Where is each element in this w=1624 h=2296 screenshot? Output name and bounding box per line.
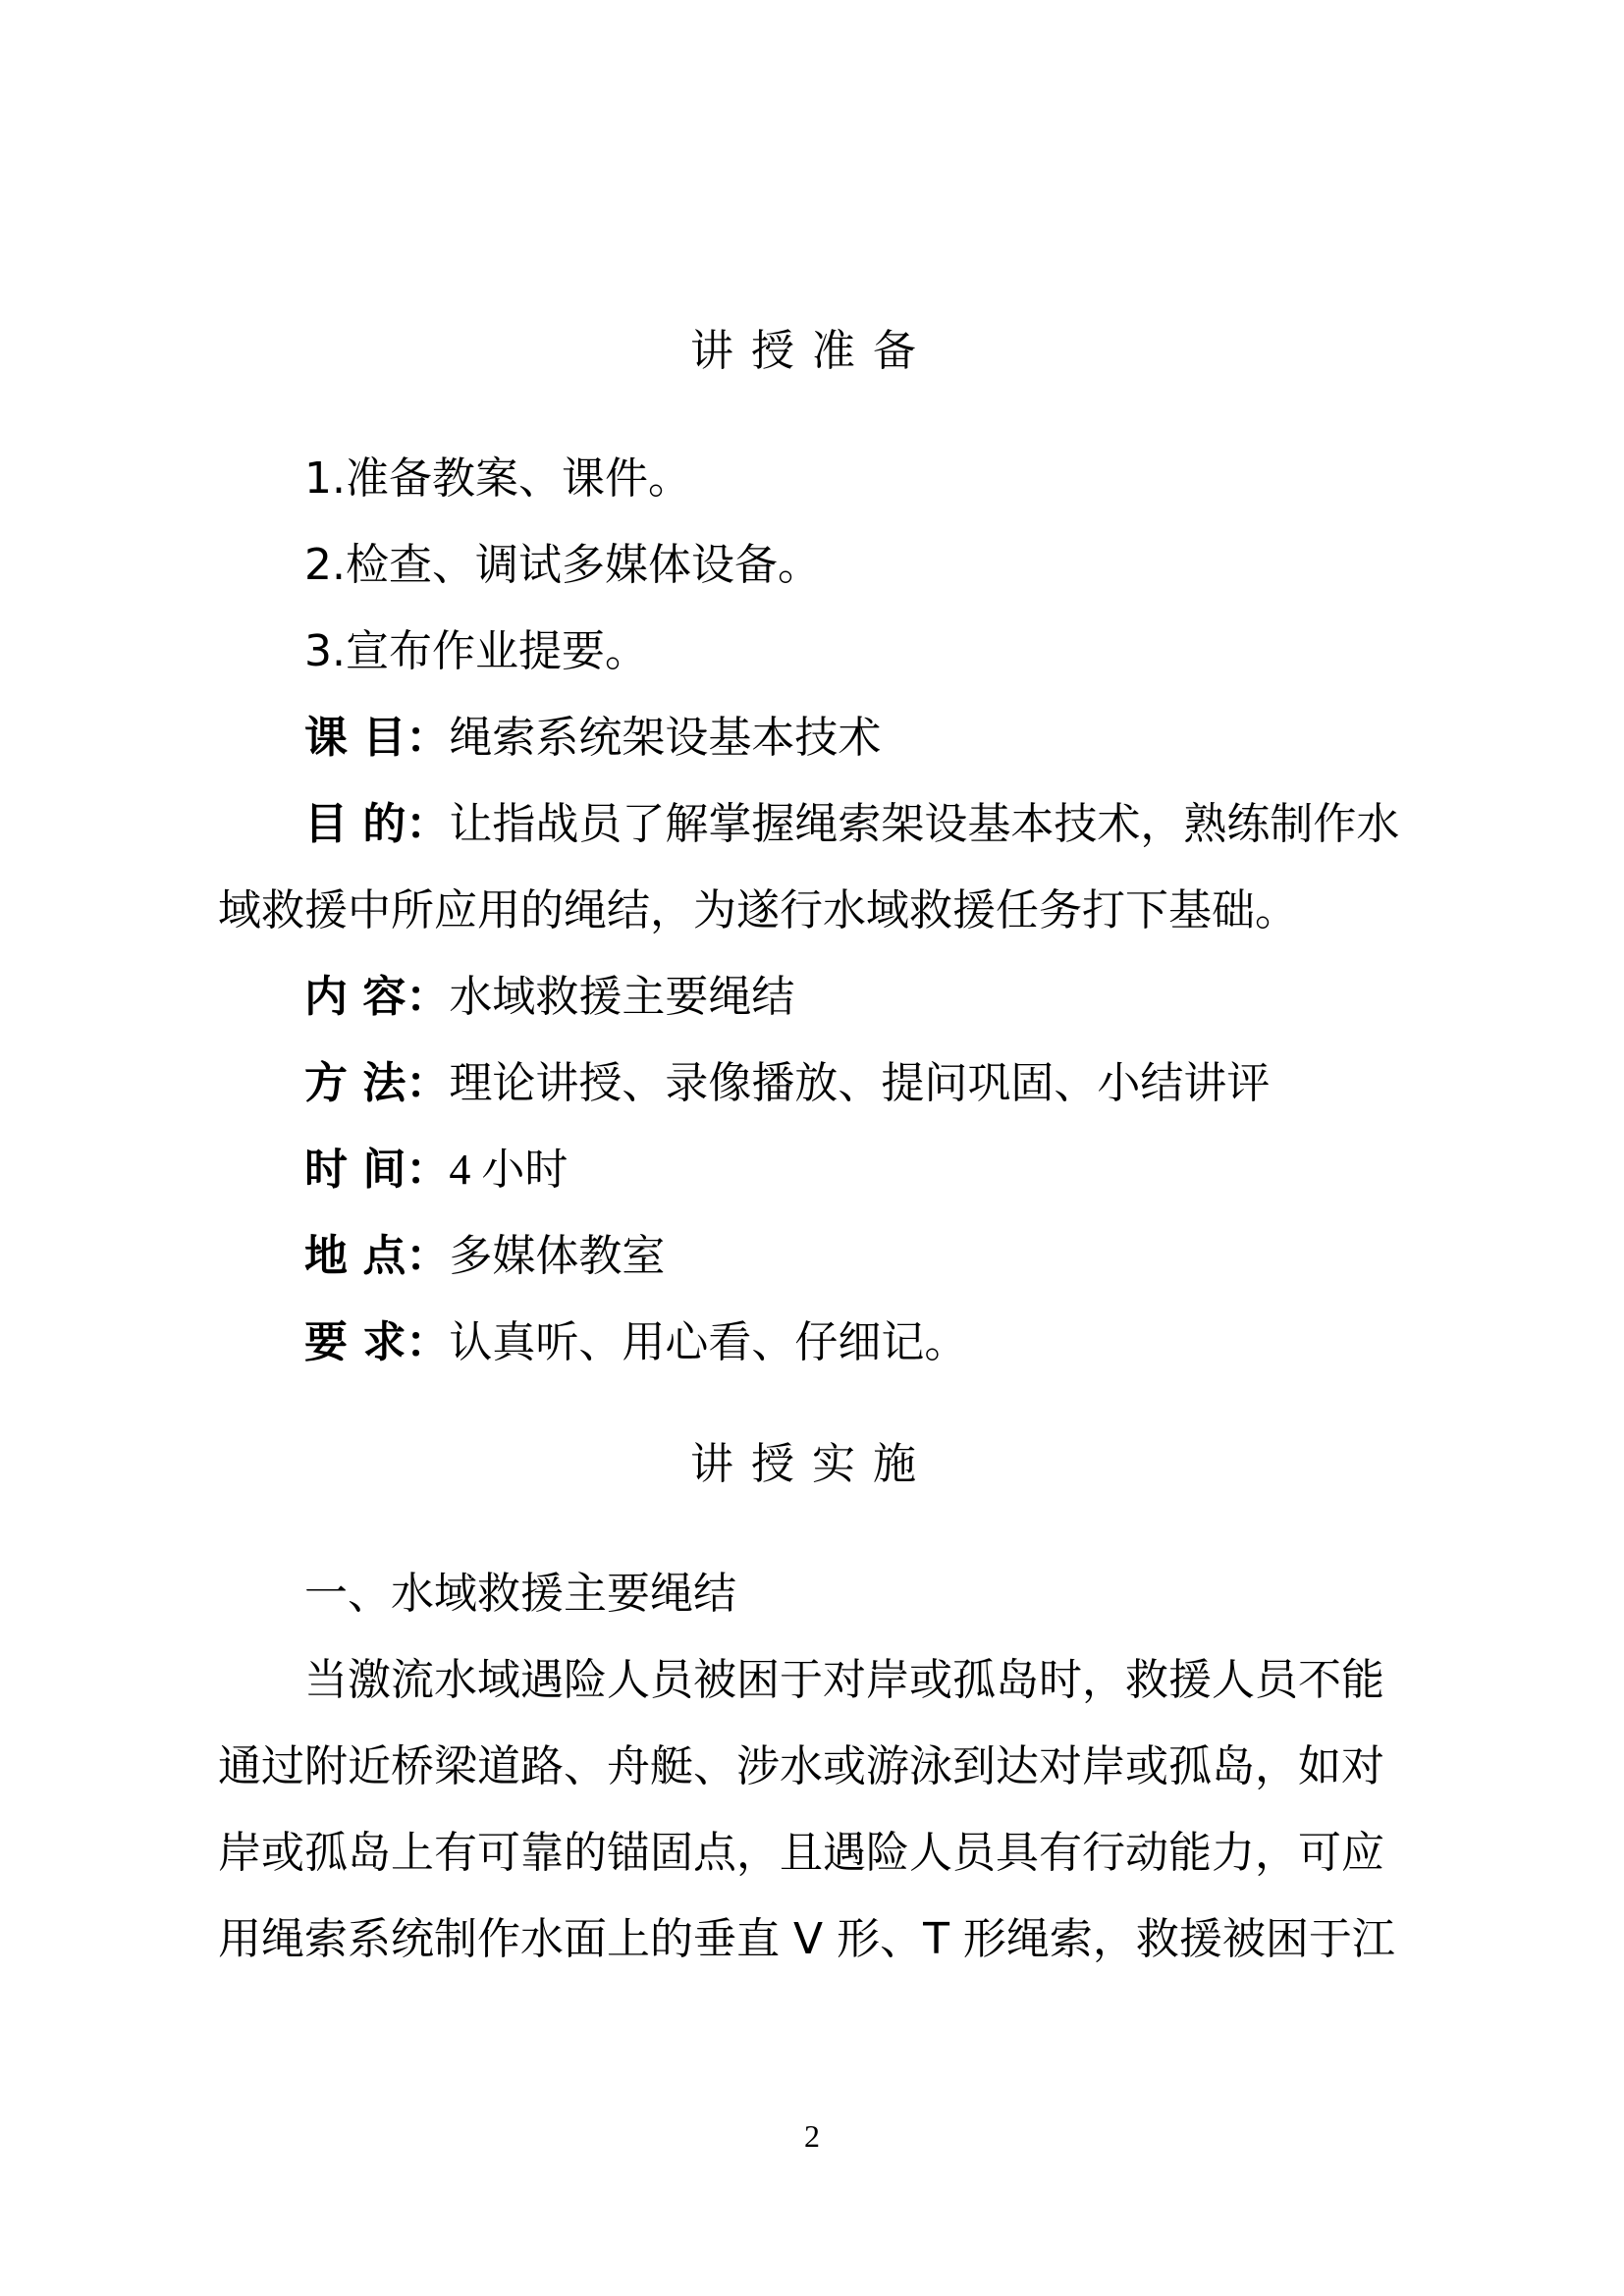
subheading-knots: 一、水域救援主要绳结 xyxy=(304,1569,736,1619)
prep-item-1: 1.准备教案、课件。 xyxy=(304,454,691,504)
field-content xyxy=(304,968,1522,1027)
field-time-value: 4 小时 xyxy=(449,1146,568,1194)
field-purpose xyxy=(304,795,1522,854)
field-location xyxy=(304,1227,1522,1286)
field-time xyxy=(304,1141,1522,1200)
paragraph-line-1: 当激流水域遇险人员被困于对岸或孤岛时，救援人员不能 xyxy=(304,1655,1384,1705)
field-requirement-value: 认真听、用心看、仔细记。 xyxy=(449,1317,968,1367)
field-method-label: 方 法： xyxy=(304,1058,450,1108)
prep-item-2: 2.检查、调试多媒体设备。 xyxy=(304,540,821,590)
section-title-preparation: 讲授准备 xyxy=(690,326,934,376)
paragraph-line-2: 通过附近桥梁道路、舟艇、涉水或游泳到达对岸或孤岛，如对 xyxy=(218,1741,1384,1791)
field-content-label: 内 容： xyxy=(304,972,450,1022)
field-purpose-label: 目 的： xyxy=(304,799,450,849)
field-content-value: 水域救援主要绳结 xyxy=(449,972,795,1022)
section-title-implementation: 讲授实施 xyxy=(690,1439,934,1489)
paragraph-line-3: 岸或孤岛上有可靠的锚固点，且遇险人员具有行动能力，可应 xyxy=(218,1828,1384,1878)
field-requirement-label: 要 求： xyxy=(304,1317,450,1367)
field-subject xyxy=(304,709,1522,768)
field-time-label: 时 间： xyxy=(304,1145,450,1195)
page-number: 2 xyxy=(804,2118,820,2154)
field-method xyxy=(304,1054,1522,1113)
field-subject-label: 课 目： xyxy=(304,713,450,763)
field-purpose-value-line1: 让指战员了解掌握绳索架设基本技术，熟练制作水 xyxy=(449,799,1400,849)
field-requirement xyxy=(304,1313,1522,1372)
paragraph-line-4: 用绳索系统制作水面上的垂直 V 形、T 形绳索，救援被困于江 xyxy=(218,1914,1395,1964)
field-purpose-value-line2: 域救援中所应用的绳结，为遂行水域救援任务打下基础。 xyxy=(218,885,1298,935)
field-method-value: 理论讲授、录像播放、提问巩固、小结讲评 xyxy=(449,1058,1271,1108)
prep-item-3: 3.宣布作业提要。 xyxy=(304,626,648,676)
field-subject-value: 绳索系统架设基本技术 xyxy=(449,713,882,763)
field-location-value: 多媒体教室 xyxy=(449,1231,666,1281)
field-location-label: 地 点： xyxy=(304,1231,450,1281)
